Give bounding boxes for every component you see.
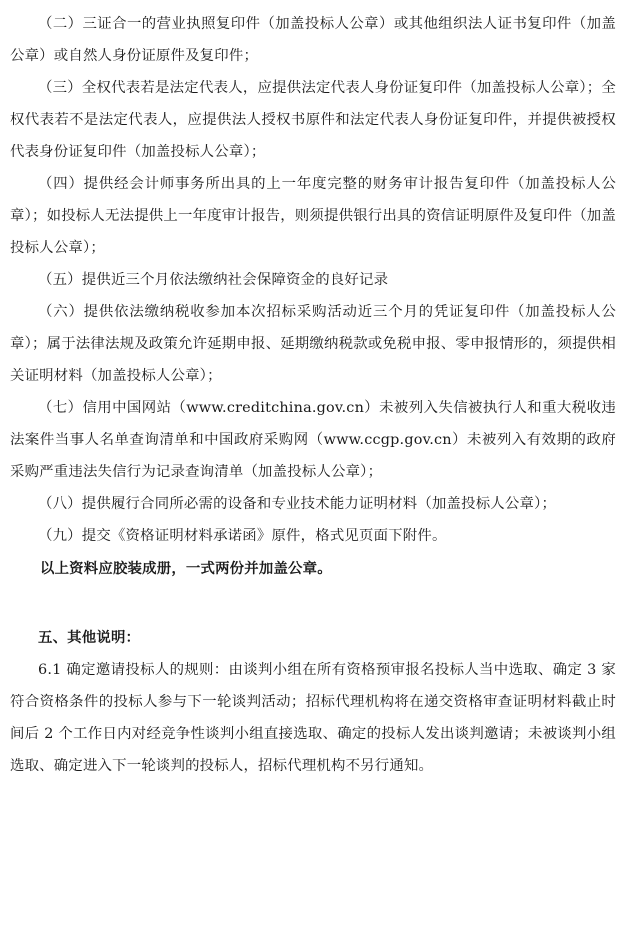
- item-4-paragraph: （四）提供经会计师事务所出具的上一年度完整的财务审计报告复印件（加盖投标人公章）；如投标人无法提供上一年度审计报告，则须提供银行出具的资信证明原件及复印件（加盖投标人公章）；: [10, 176, 616, 256]
- item-7-paragraph: （七）信用中国网站（www.creditchina.gov.cn）未被列入失信被执行人和重大税收违法案件当事人名单查询清单和中国政府采购网（www.ccgp.gov.cn）未被列入有效期的政府采购严重违法失信行为记录查询清单（加盖投标人公章）；: [10, 400, 616, 480]
- item-8-paragraph: （八）提供履行合同所必需的设备和专业技术能力证明材料（加盖投标人公章）；: [38, 496, 557, 512]
- item-9-paragraph: （九）提交《资格证明材料承诺函》原件，格式见页面下附件。: [38, 528, 447, 544]
- section-body-paragraph: 6.1 确定邀请投标人的规则：由谈判小组在所有资格预审报名投标人当中选取、确定 3 家符合资格条件的投标人参与下一轮谈判活动；招标代理机构将在递交资格审查证明材料截止时间后 2 个工作日内对经竞争性谈判小组直接选取、确定的投标人发出谈判邀请；未被谈判小组选取、确定进入下一轮谈判的投标人，招标代理机构不另行通知。: [10, 662, 616, 774]
- section-heading: 五、其他说明：: [38, 629, 141, 646]
- item-3-paragraph: （三）全权代表若是法定代表人，应提供法定代表人身份证复印件（加盖投标人公章）；全权代表若不是法定代表人，应提供法人授权书原件和法定代表人身份证复印件，并提供被授权代表身份证复印件（加盖投标人公章）；: [10, 80, 616, 160]
- item-2-paragraph: （二）三证合一的营业执照复印件（加盖投标人公章）或其他组织法人证书复印件（加盖公章）或自然人身份证原件及复印件；: [10, 16, 616, 64]
- item-6-paragraph: （六）提供依法缴纳税收参加本次招标采购活动近三个月的凭证复印件（加盖投标人公章）；属于法律法规及政策允许延期申报、延期缴纳税款或免税申报、零申报情形的，须提供相关证明材料（加盖投标人公章）；: [10, 304, 616, 384]
- binding-instruction: 以上资料应胶装成册，一式两份并加盖公章。: [40, 560, 332, 577]
- item-5-paragraph: （五）提供近三个月依法缴纳社会保障资金的良好记录: [38, 272, 389, 288]
